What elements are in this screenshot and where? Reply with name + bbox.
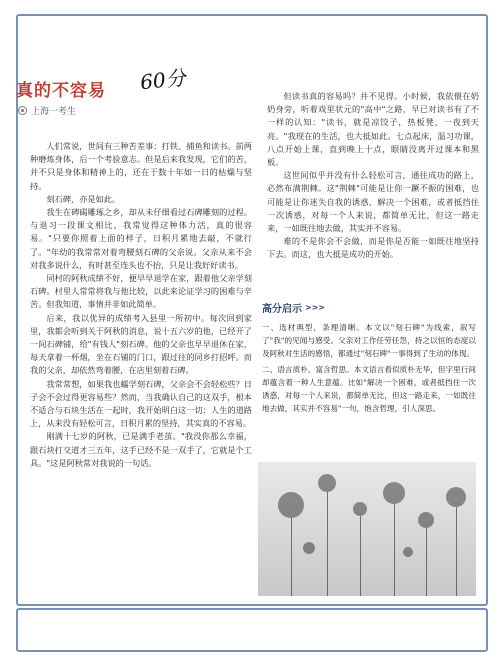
flower-stem <box>394 504 395 596</box>
paragraph: 刻石碑，亦是如此。 <box>46 193 121 204</box>
gaofen-heading <box>262 300 476 315</box>
flower-head <box>446 487 466 507</box>
flower-stem <box>360 516 361 596</box>
dandelion-photo <box>258 462 476 596</box>
flower-stem <box>291 518 292 596</box>
flower-stem <box>426 528 427 596</box>
right-column <box>267 90 479 262</box>
flower-stem <box>327 492 328 596</box>
bullet-icon <box>18 106 27 115</box>
flower-head <box>303 542 315 554</box>
next-page-frame <box>16 608 488 652</box>
flower-head <box>403 547 413 557</box>
paragraph: 但读书真的容易吗？并不见得。小时候，我依偎在奶奶身旁，听着戏里状元的"高中"之路，早已对读书有了不一样的认知："读书，就是凉饺子，热板凳，一夜到天亮。"我现在的生活，也大抵如此。七点起床，温习功课，八点开始上课，直到晚上十点，眼睛没离开过课本和黑板。 <box>267 91 479 168</box>
paragraph: 我生在碑碣雕琢之乡，却从未仔细看过石碑雕刻的过程。与退习一段课文相比，我常觉得这种体力活，真的很容易。"只要你照着上面的样子，日积月累地去敲，不就行了。"年幼的我常常对着弯腰刻石碑的父亲说。父亲从来不会对我多说什么，有时甚至连头也不抬，只是让我好好读书。 <box>30 207 252 270</box>
paragraph: 后来，我以优异的成绩考入县里一所初中。每次回到家里，我都会听到关于阿秋的消息，说十五六岁的他，已经开了一间石碑铺，给"有钱人"刻石碑。他的父亲也早早退休在家，每天拿着一杯烟，坐在石铺的门口，跟过往的同乡打招呼。而我的父亲，却依然弯着腰，在店里刻着石碑。 <box>30 312 252 376</box>
article-title: 真的不容易 <box>16 81 106 101</box>
gaofen-item: 一、选材典型，条理清晰。本文以"刻石碑"为线索，叙写了"我"的见闻与感受。父亲对工作任劳任怨，持之以恒的态度以及阿秋对生活的感悟，都通过"刻石碑"一事得到了生动的体现。 <box>262 323 476 358</box>
paragraph: 我常常想，如果我也蠕学刻石碑，父亲会不会轻松些？日子会不会过得更容易些？然而，当我确认自己的这双手，根本不适合与石块生活在一起时，我开始明白这一切：人生的道路上，从来没有轻松可言，日积月累的坚持，其实真的不容易。 <box>30 378 252 429</box>
left-column <box>30 140 252 470</box>
gaofen-title: 高分启示 <box>262 304 302 315</box>
paragraph: 刚满十七岁的阿秋，已是满手老茧。"我没你那么幸福，跟石块打交道才三五年，这手已经不是一双手了，它就是个工具。"这是阿秋常对我说的一句话。 <box>30 431 252 468</box>
flower-head <box>383 482 405 504</box>
gaofen-section <box>262 300 476 418</box>
handwritten-score: 60分 <box>139 65 187 95</box>
author-line <box>18 104 76 117</box>
flower-head <box>318 474 336 492</box>
paragraph: 同村的阿秋成绩不好，便早早退学在家，跟着他父亲学刻石碑。村里人常常将我与他比较，以此来论证学习的困难与辛苦。但我知道，事情并非如此简单。 <box>30 273 252 310</box>
author-name: 上海一考生 <box>31 107 77 117</box>
flower-head <box>418 512 434 528</box>
flower-stem <box>456 507 457 596</box>
arrows-icon: >>> <box>305 303 326 312</box>
flower-head <box>278 492 304 518</box>
paragraph: 难的不是你会不会做，而是你是否能一如既往地坚持下去。而这，也大抵是成功的开始。 <box>267 236 479 260</box>
paragraph: 人们常说，世间有三种苦差事：打铁、捕鱼和读书。前两种磨炼身体，后一个考验意志。但是后来我发现，它们的苦，并不只是身体和精神上的，还在于数十年如一日的枯燥与坚持。 <box>30 141 252 191</box>
paragraph: 这世间似乎并没有什么轻松可言，通往成功的路上，必然布满荆棘。这"荆棘"可能是让你一蹶不振的困难，也可能是让你迷失自我的诱惑，解决一个困难，或者抵挡住一次诱惑，对每一个人来说，都简单无比，但这一路走来，一如既往地去做，其实并不容易。 <box>267 170 479 234</box>
flower-head <box>353 502 367 516</box>
gaofen-item: 二、语言质朴，富含哲思。本文语言看似质朴无华，但字里行间却蕴含着一种人生意蕴。比如"解决一个困难，或者抵挡住一次诱惑，对每一个人来说，都简单无比，但这一路走来，一如既往地去做，其实并不容易"一句，饱含哲理，引人深思。 <box>262 365 476 413</box>
